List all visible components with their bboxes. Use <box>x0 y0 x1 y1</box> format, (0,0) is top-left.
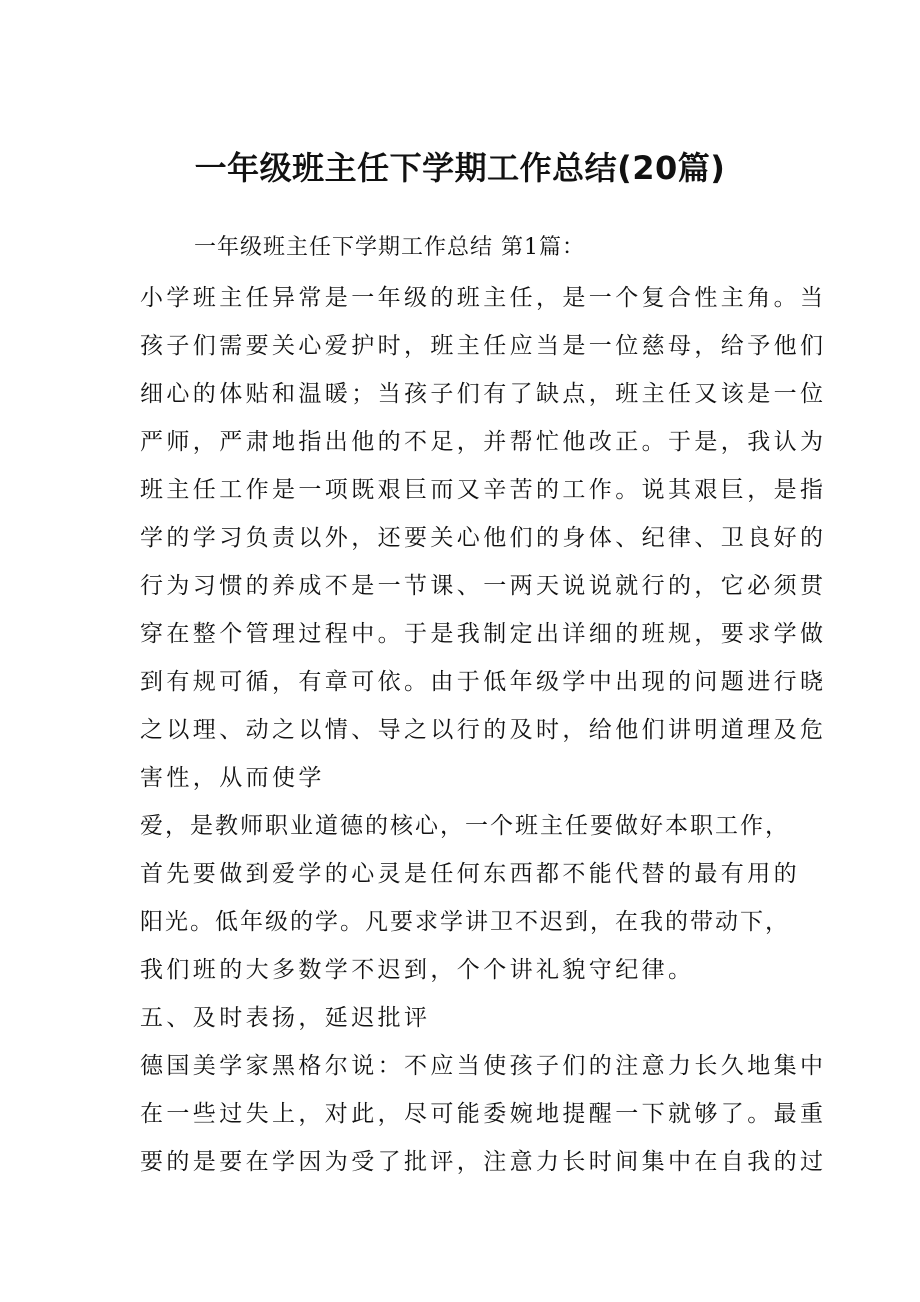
paragraph-line: 学的学习负责以外，还要关心他们的身体、纪律、卫良好的 <box>140 525 827 551</box>
paragraph-line: 要的是要在学因为受了批评，注意力长时间集中在自我的过 <box>140 1149 827 1175</box>
paragraph-line: 细心的体贴和温暖；当孩子们有了缺点，班主任又该是一位 <box>140 381 827 407</box>
document-title: 一年级班主任下学期工作总结(20篇) <box>194 149 726 187</box>
paragraph-line: 孩子们需要关心爱护时，班主任应当是一位慈母，给予他们 <box>140 333 827 359</box>
paragraph-line: 在一些过失上，对此，尽可能委婉地提醒一下就够了。最重 <box>140 1101 827 1127</box>
paragraph-line: 小学班主任异常是一年级的班主任，是一个复合性主角。当 <box>140 285 827 311</box>
paragraph-line: 害性，从而使学 <box>140 765 325 791</box>
paragraph-line: 到有规可循，有章可依。由于低年级学中出现的问题进行晓 <box>140 669 827 695</box>
paragraph-line: 爱，是教师职业道德的核心，一个班主任要做好本职工作， <box>140 813 790 839</box>
paragraph-line: 阳光。低年级的学。凡要求学讲卫不迟到，在我的带动下， <box>140 909 790 935</box>
paragraph-line: 之以理、动之以情、导之以行的及时，给他们讲明道理及危 <box>140 717 827 743</box>
subheading-line: 五、及时表扬，延迟批评 <box>140 1005 431 1031</box>
paragraph-line: 穿在整个管理过程中。于是我制定出详细的班规，要求学做 <box>140 621 827 647</box>
paragraph-line: 行为习惯的养成不是一节课、一两天说说就行的，它必须贯 <box>140 573 827 599</box>
paragraph-line: 班主任工作是一项既艰巨而又辛苦的工作。说其艰巨，是指 <box>140 477 827 503</box>
paragraph-line: 德国美学家黑格尔说：不应当使孩子们的注意力长久地集中 <box>140 1053 827 1079</box>
section-heading: 一年级班主任下学期工作总结 第1篇： <box>194 235 585 260</box>
body-text <box>140 274 827 1186</box>
paragraph-line: 首先要做到爱学的心灵是任何东西都不能代替的最有用的 <box>140 861 800 887</box>
paragraph-line: 严师，严肃地指出他的不足，并帮忙他改正。于是，我认为 <box>140 429 827 455</box>
paragraph-line: 我们班的大多数学不迟到，个个讲礼貌守纪律。 <box>140 957 695 983</box>
